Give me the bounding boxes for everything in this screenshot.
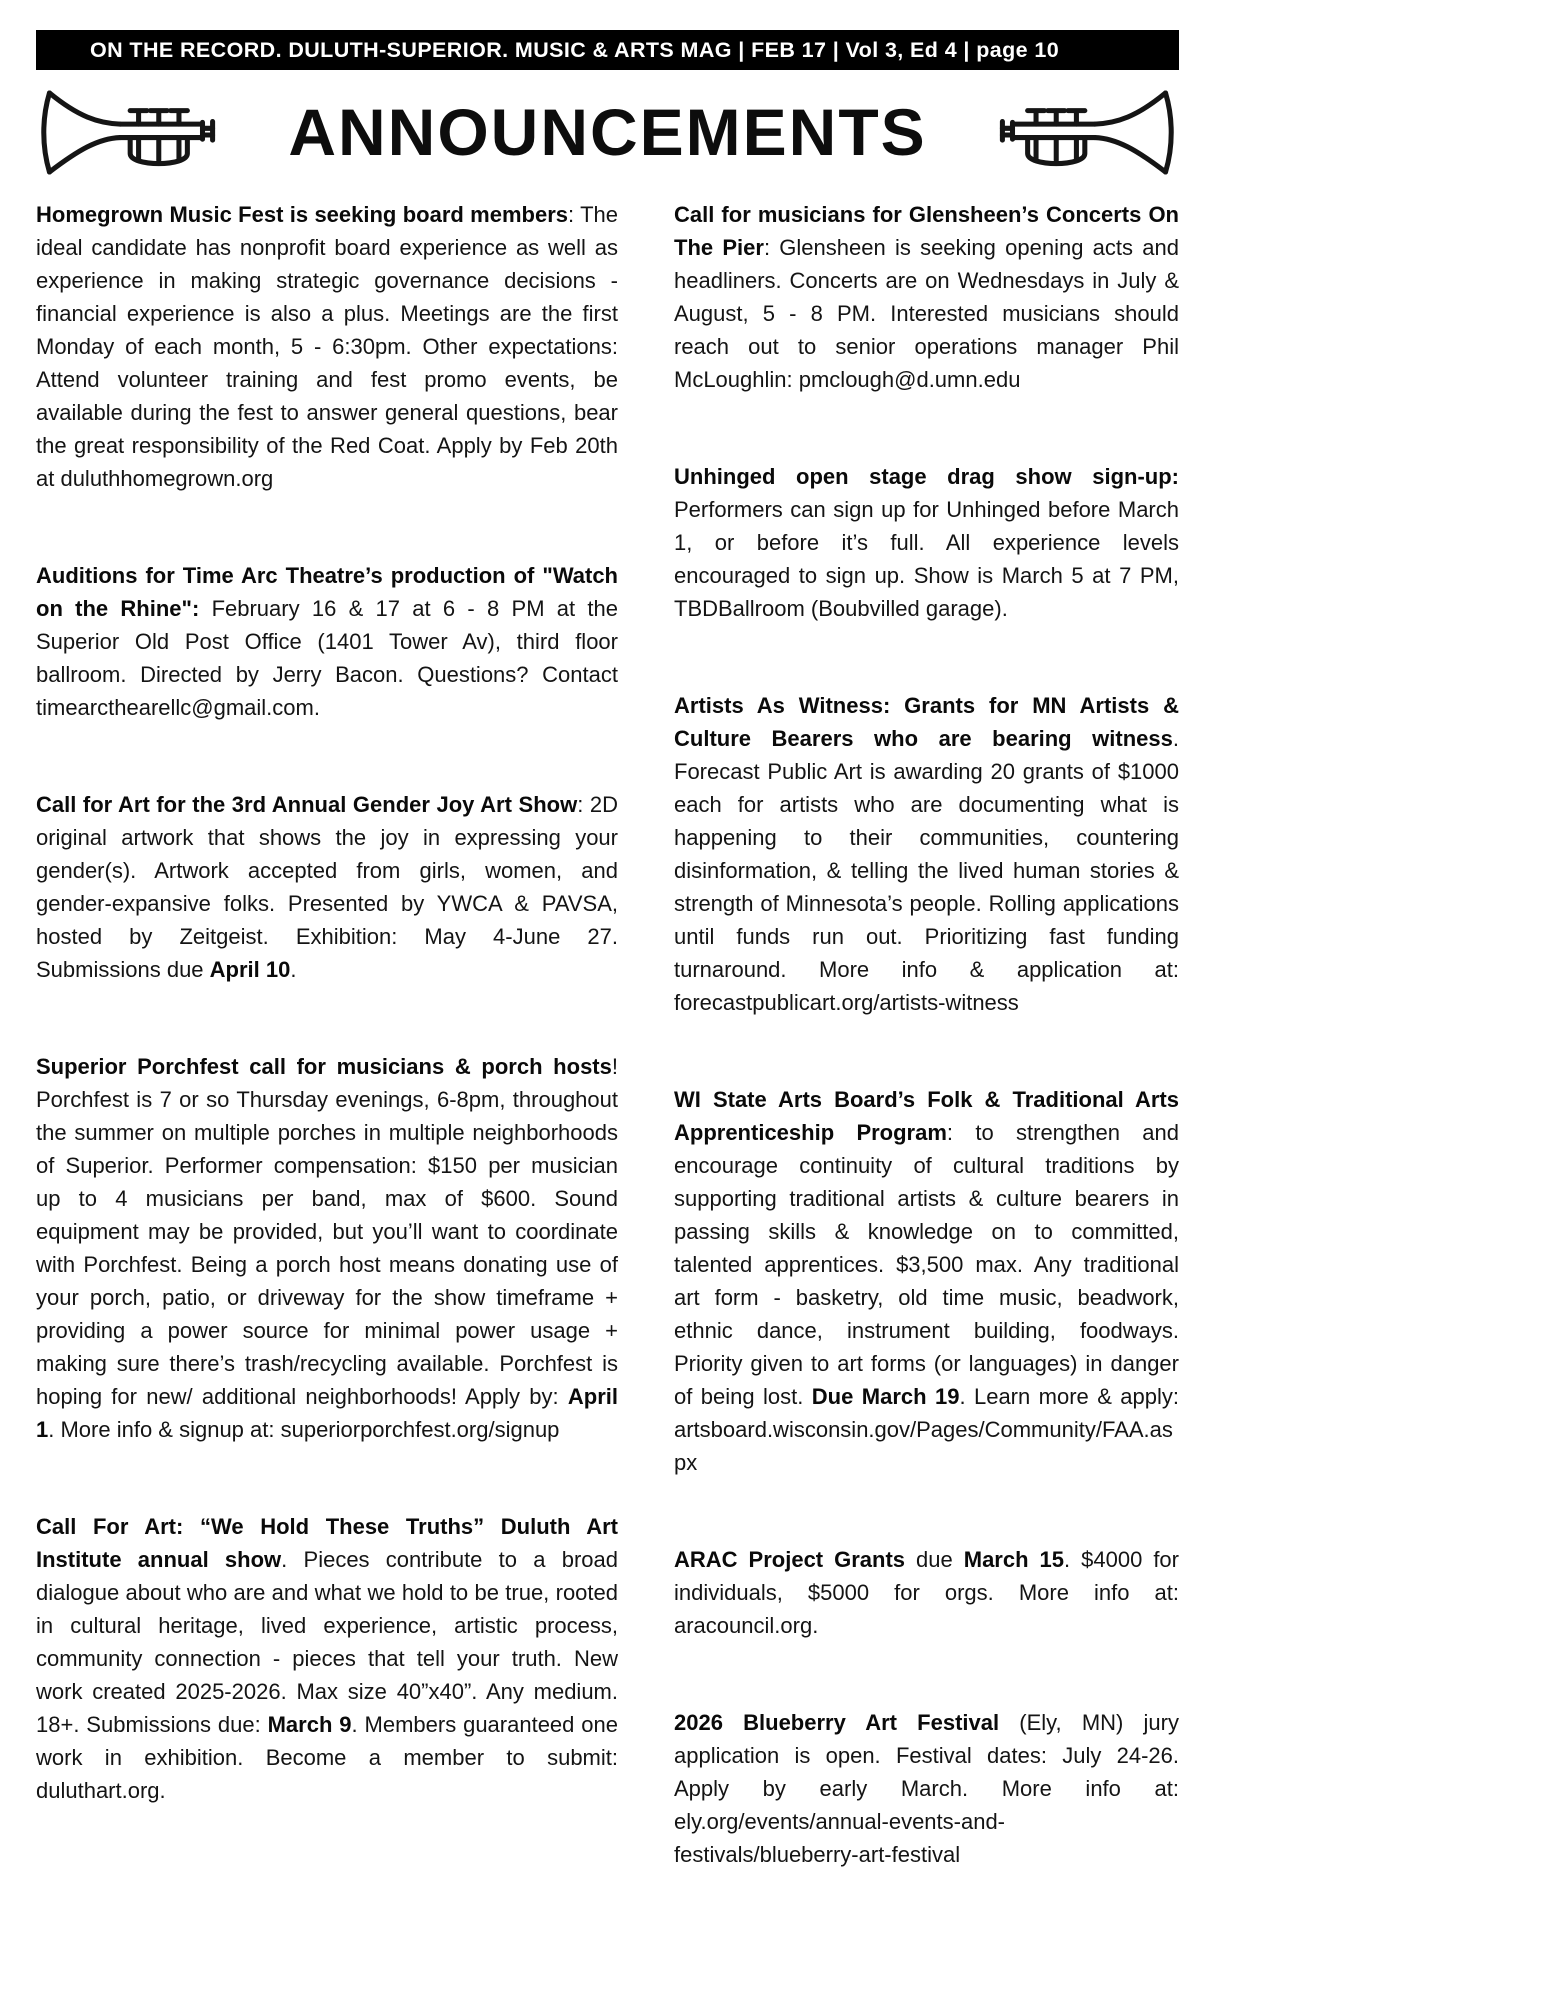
announcement-heading-text: Due March 19 [811,1384,960,1409]
announcement-heading-text: Unhinged open stage drag show sign-up: [674,464,1179,489]
announcement-body-text: due [905,1547,964,1572]
left-column [36,198,618,1871]
announcement-heading-text: March 15 [963,1547,1065,1572]
announcement-heading-text: April 1 [36,1384,618,1442]
announcement [674,198,1179,396]
announcement [36,559,618,724]
announcement [674,1543,1179,1642]
announcement-heading-text: Call for musicians for Glensheen’s Concerts On The Pier [674,202,1179,260]
announcement-heading-text: Superior Porchfest call for musicians & porch hosts [36,1054,612,1079]
announcement-heading-text: Auditions for Time Arc Theatre’s production of "Watch on the Rhine": [36,563,618,621]
announcement-body-text: . More info & signup at: superiorporchfest.org/signup [48,1417,560,1442]
announcement [36,1510,618,1807]
page-title: ANNOUNCEMENTS [288,95,927,169]
announcement-heading-text: March 9 [267,1712,352,1737]
announcement-heading-text: April 10 [209,957,291,982]
announcement-heading-text: Call For Art: “We Hold These Truths” Duluth Art Institute annual show [36,1514,618,1572]
header-text: ON THE RECORD. DULUTH-SUPERIOR. MUSIC & ARTS MAG | FEB 17 | Vol 3, Ed 4 | page 10 [90,37,1060,62]
announcement-heading-text: 2026 Blueberry Art Festival [674,1710,1000,1735]
announcement-body-text: : 2D original artwork that shows the joy in expressing your gender(s). Artwork accepted from girls, women, and gender-expansive folks. Presented by YWCA & PAVSA, hosted by Zeitgeist. Exhibition: May 4-June 27. Submissions due [36,792,618,982]
announcement-body-text: ! Porchfest is 7 or so Thursday evenings, 6-8pm, throughout the summer on multiple porches in multiple neighborhoods of Superior. Performer compensation: $150 per musician up to 4 musicians per band, max of $600. Sound equipment may be provided, but you’ll want to coordinate with Porchfest. Being a porch host means donating use of your porch, patio, or driveway for the show timeframe + providing a power source for minimal power usage + making sure there’s trash/recycling available. Porchfest is hoping for new/ additional neighborhoods! Apply by: [36,1054,618,1409]
announcement-heading-text: Call for Art for the 3rd Annual Gender Joy Art Show [36,792,578,817]
right-column [674,198,1179,1871]
announcement-heading-text: Homegrown Music Fest is seeking board members [36,202,569,227]
announcement [674,689,1179,1019]
announcement-body-text: . Learn more & apply: artsboard.wisconsin.gov/Pages/Community/FAA.aspx [674,1384,1179,1475]
announcement [36,198,618,495]
announcement [674,1083,1179,1479]
header-bar [36,30,1179,70]
announcement [36,1050,618,1446]
announcement-body-text: . $4000 for individuals, $5000 for orgs. More info at: aracouncil.org. [674,1547,1179,1638]
announcement-body-text: (Ely, MN) jury application is open. Festival dates: July 24-26. Apply by early March. More info at: ely.org/events/annual-events-and-festivals/blueberry-art-festival [674,1710,1179,1867]
announcement-body-text: . [290,957,297,982]
announcement [36,788,618,986]
announcement-body-text: February 16 & 17 at 6 - 8 PM at the Superior Old Post Office (1401 Tower Av), third floor ballroom. Directed by Jerry Bacon. Questions? Contact timearcthearellc@gmail.com. [36,596,618,720]
announcement-heading-text: Artists As Witness: Grants for MN Artists & Culture Bearers who are bearing witness [674,693,1179,751]
announcement-body-text: . Pieces contribute to a broad dialogue about who are and what we hold to be true, rooted in cultural heritage, lived experience, artistic process, community connection - pieces that tell your truth. New work created 2025-2026. Max size 40”x40”. Any medium. 18+. Submissions due: [36,1547,619,1737]
title-row [36,84,1179,180]
trumpet-icon [36,86,221,179]
announcement-heading-text: ARAC Project Grants [674,1547,906,1572]
announcement-columns [36,198,1179,1871]
announcement [674,460,1179,625]
announcement-heading-text: WI State Arts Board’s Folk & Traditional Arts Apprenticeship Program [674,1087,1179,1145]
announcement-body-text: Performers can sign up for Unhinged before March 1, or before it’s full. All experience levels encouraged to sign up. Show is March 5 at 7 PM, TBDBallroom (Boubvilled garage). [674,497,1179,621]
announcement-body-text: : The ideal candidate has nonprofit board experience as well as experience in making strategic governance decisions - financial experience is also a plus. Meetings are the first Monday of each month, 5 - 6:30pm. Other expectations: Attend volunteer training and fest promo events, be available during the fest to answer general questions, bear the great responsibility of the Red Coat. Apply by Feb 20th at duluthhomegrown.org [36,202,618,491]
announcement-body-text: : to strengthen and encourage continuity of cultural traditions by supporting traditional artists & culture bearers in passing skills & knowledge on to committed, talented apprentices. $3,500 max. Any traditional art form - basketry, old time music, beadwork, ethnic dance, instrument building, foodways. Priority given to art forms (or languages) in danger of being lost. [674,1120,1179,1409]
announcement-body-text: . Members guaranteed one work in exhibition. Become a member to submit: duluthart.org. [36,1712,618,1803]
announcement-body-text: : Glensheen is seeking opening acts and headliners. Concerts are on Wednesdays in July & August, 5 - 8 PM. Interested musicians should reach out to senior operations manager Phil McLoughlin: pmclough@d.umn.edu [674,235,1179,392]
announcement-body-text: . Forecast Public Art is awarding 20 grants of $1000 each for artists who are documenting what is happening to their communities, countering disinformation, & telling the lived human stories & strength of Minnesota’s people. Rolling applications until funds run out. Prioritizing fast funding turnaround. More info & application at: forecastpublicart.org/artists-witness [674,726,1179,1015]
trumpet-icon [994,86,1179,179]
announcement [674,1706,1179,1871]
